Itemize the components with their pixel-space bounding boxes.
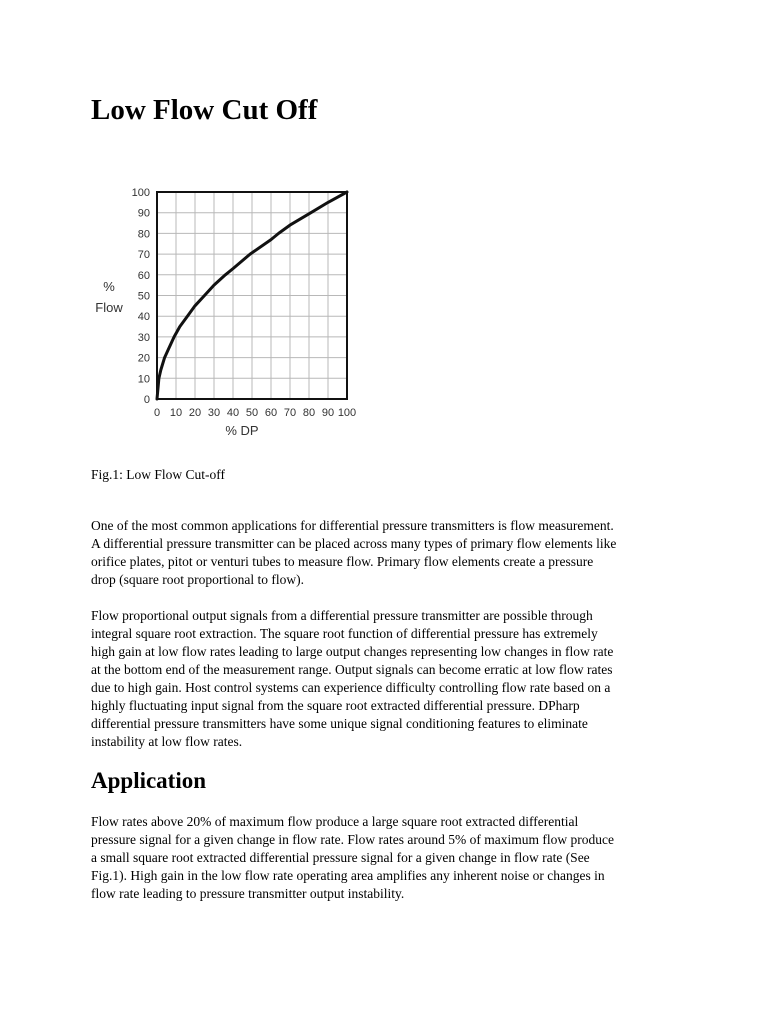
text-line: Flow proportional output signals from a differential pressure transmitter are possible through xyxy=(91,608,593,623)
y-tick-label: 80 xyxy=(137,228,150,241)
text-line: Flow rates above 20% of maximum flow produce a large square root extracted differential xyxy=(91,814,579,829)
text-line: One of the most common applications for differential pressure transmitters is flow measurement. xyxy=(91,518,614,533)
y-axis-label-line: Flow xyxy=(95,300,123,315)
text-line: drop (square root proportional to flow). xyxy=(91,572,304,587)
x-tick-label: 30 xyxy=(207,407,221,419)
section-heading-application: Application xyxy=(91,768,207,793)
flow-vs-dp-chart xyxy=(85,185,370,450)
x-tick-label: 20 xyxy=(188,407,202,419)
text-line: differential pressure transmitters have some unique signal conditioning features to eliminate xyxy=(91,716,588,731)
x-tick-label: 50 xyxy=(245,407,259,419)
text-line: highly fluctuating input signal from the square root extracted differential pressure. DPharp xyxy=(91,698,580,713)
text-line: A differential pressure transmitter can be placed across many types of primary flow elements like xyxy=(91,536,617,551)
text-line: high gain at low flow rates leading to large output changes representing low changes in flow rate xyxy=(91,644,614,659)
y-tick-label: 70 xyxy=(137,249,150,262)
y-tick-label: 50 xyxy=(137,290,150,303)
y-axis-label-line: % xyxy=(103,279,115,294)
paragraph-application xyxy=(91,813,691,903)
y-tick-label: 60 xyxy=(137,269,150,282)
paragraph-square-root xyxy=(91,607,691,751)
y-tick-label: 100 xyxy=(131,187,150,199)
text-line: a small square root extracted differential pressure signal for a given change in flow rate (See xyxy=(91,850,590,865)
x-tick-label: 80 xyxy=(302,407,316,419)
x-tick-label: 70 xyxy=(283,407,297,419)
text-line: flow rate leading to pressure transmitter output instability. xyxy=(91,886,405,901)
x-tick-label: 0 xyxy=(153,407,161,419)
y-tick-label: 40 xyxy=(137,311,150,324)
figure-caption: Fig.1: Low Flow Cut-off xyxy=(91,467,226,482)
x-tick-label: 40 xyxy=(226,407,240,419)
text-line: Fig.1). High gain in the low flow rate operating area amplifies any inherent noise or changes in xyxy=(91,868,605,883)
flow-chart-figure xyxy=(85,185,370,450)
y-tick-label: 0 xyxy=(143,394,150,406)
paragraph-intro xyxy=(91,517,691,589)
text-line: instability at low flow rates. xyxy=(91,734,243,749)
y-tick-label: 90 xyxy=(137,207,150,220)
text-line: pressure signal for a given change in flow rate. Flow rates around 5% of maximum flow produce xyxy=(91,832,614,847)
text-line: at the bottom end of the measurement range. Output signals can become erratic at low flow rates xyxy=(91,662,613,677)
y-tick-label: 10 xyxy=(137,373,150,386)
text-line: due to high gain. Host control systems can experience difficulty controlling flow rate based on a xyxy=(91,680,611,695)
text-line: integral square root extraction. The square root function of differential pressure has extremely xyxy=(91,626,598,641)
x-axis-label: % DP xyxy=(225,423,259,438)
x-tick-label: 10 xyxy=(169,407,183,419)
x-tick-label: 60 xyxy=(264,407,278,419)
text-line: orifice plates, pitot or venturi tubes to measure flow. Primary flow elements create a pressure xyxy=(91,554,594,569)
y-tick-label: 30 xyxy=(137,331,150,344)
x-tick-label: 90 xyxy=(321,407,335,419)
x-tick-label: 100 xyxy=(337,407,357,419)
y-tick-label: 20 xyxy=(137,352,150,365)
page-title: Low Flow Cut Off xyxy=(91,94,318,126)
